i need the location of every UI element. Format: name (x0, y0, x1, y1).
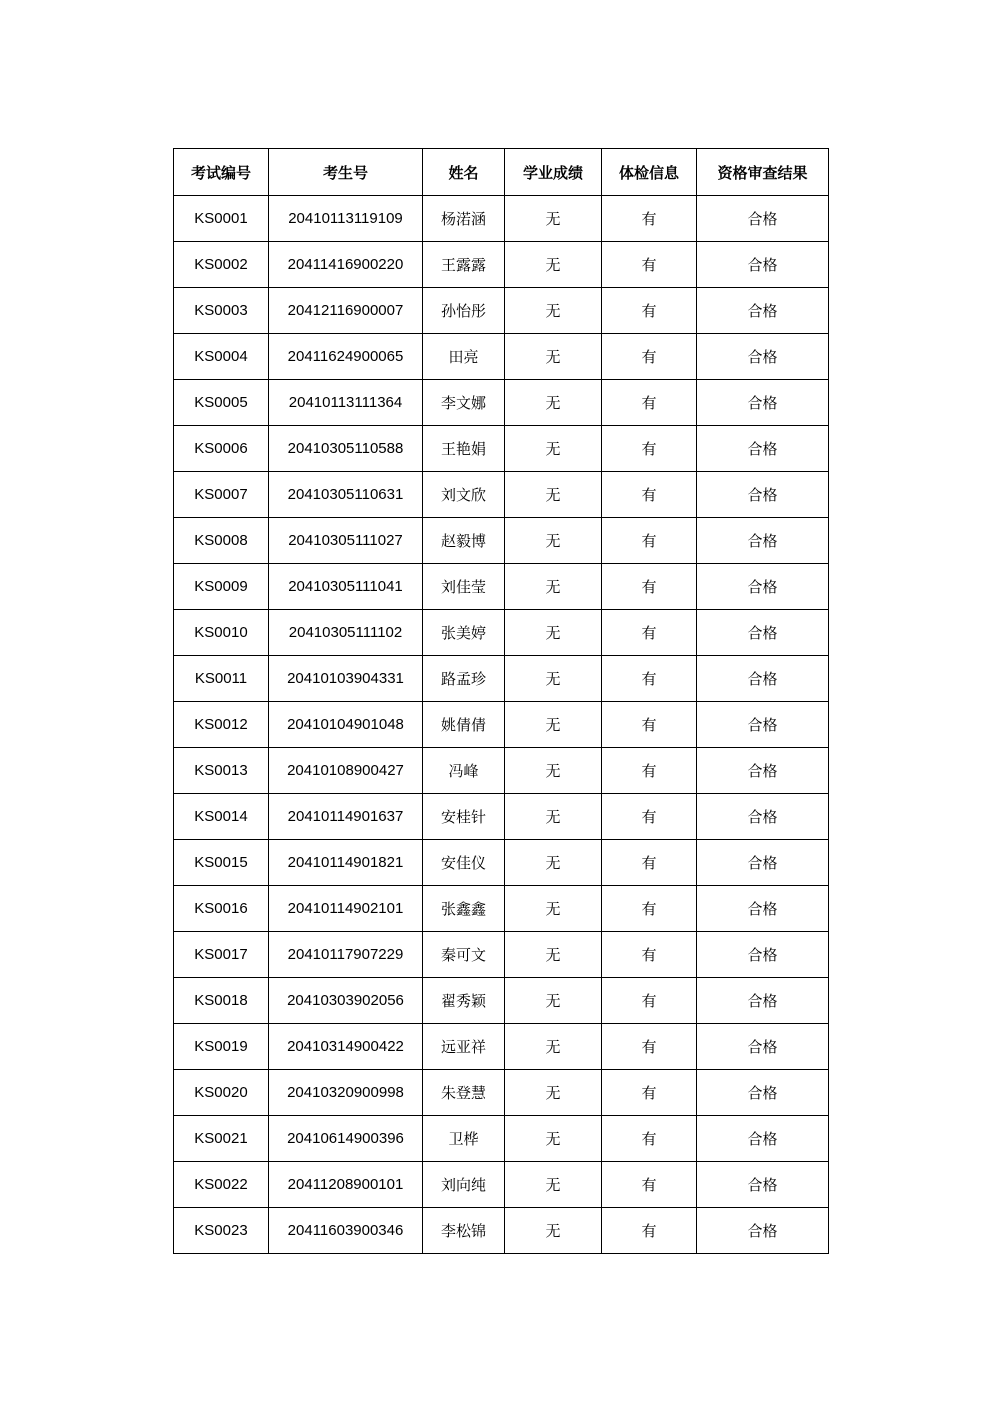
cell-academic-score: 无 (505, 380, 602, 426)
cell-academic-score: 无 (505, 702, 602, 748)
cell-medical-info: 有 (602, 472, 697, 518)
table-row (174, 334, 829, 380)
cell-academic-score: 无 (505, 794, 602, 840)
cell-qualification-result: 合格 (697, 288, 829, 334)
cell-medical-info: 有 (602, 1070, 697, 1116)
table-body (174, 196, 829, 1254)
cell-exam-id: KS0010 (174, 610, 269, 656)
table-row (174, 886, 829, 932)
cell-academic-score: 无 (505, 564, 602, 610)
cell-exam-id: KS0023 (174, 1208, 269, 1254)
cell-medical-info: 有 (602, 426, 697, 472)
cell-name: 路孟珍 (423, 656, 505, 702)
cell-medical-info: 有 (602, 794, 697, 840)
table-row (174, 426, 829, 472)
cell-medical-info: 有 (602, 334, 697, 380)
cell-qualification-result: 合格 (697, 196, 829, 242)
cell-exam-id: KS0013 (174, 748, 269, 794)
cell-name: 李文娜 (423, 380, 505, 426)
table-row (174, 196, 829, 242)
cell-qualification-result: 合格 (697, 518, 829, 564)
cell-exam-id: KS0012 (174, 702, 269, 748)
table-row (174, 518, 829, 564)
cell-qualification-result: 合格 (697, 564, 829, 610)
cell-academic-score: 无 (505, 1024, 602, 1070)
cell-candidate-number: 20410305110631 (269, 472, 423, 518)
cell-qualification-result: 合格 (697, 886, 829, 932)
cell-name: 王艳娟 (423, 426, 505, 472)
cell-exam-id: KS0018 (174, 978, 269, 1024)
cell-exam-id: KS0021 (174, 1116, 269, 1162)
cell-qualification-result: 合格 (697, 334, 829, 380)
cell-medical-info: 有 (602, 748, 697, 794)
cell-academic-score: 无 (505, 1162, 602, 1208)
cell-name: 张美婷 (423, 610, 505, 656)
table-row (174, 1208, 829, 1254)
cell-medical-info: 有 (602, 932, 697, 978)
cell-qualification-result: 合格 (697, 748, 829, 794)
cell-candidate-number: 20410303902056 (269, 978, 423, 1024)
cell-name: 姚倩倩 (423, 702, 505, 748)
cell-exam-id: KS0016 (174, 886, 269, 932)
table-row (174, 794, 829, 840)
cell-medical-info: 有 (602, 1116, 697, 1162)
cell-name: 朱登慧 (423, 1070, 505, 1116)
table-row (174, 978, 829, 1024)
cell-candidate-number: 20410305111041 (269, 564, 423, 610)
header-academic-score: 学业成绩 (505, 149, 602, 196)
cell-exam-id: KS0003 (174, 288, 269, 334)
header-qualification-result: 资格审查结果 (697, 149, 829, 196)
cell-name: 冯峰 (423, 748, 505, 794)
cell-name: 赵毅博 (423, 518, 505, 564)
qualification-table (173, 148, 829, 1254)
cell-candidate-number: 20411624900065 (269, 334, 423, 380)
table-row (174, 1116, 829, 1162)
cell-academic-score: 无 (505, 840, 602, 886)
cell-candidate-number: 20412116900007 (269, 288, 423, 334)
cell-qualification-result: 合格 (697, 1070, 829, 1116)
cell-academic-score: 无 (505, 1116, 602, 1162)
table-row (174, 1024, 829, 1070)
cell-name: 刘向纯 (423, 1162, 505, 1208)
cell-name: 田亮 (423, 334, 505, 380)
header-candidate-number: 考生号 (269, 149, 423, 196)
cell-candidate-number: 20410108900427 (269, 748, 423, 794)
cell-candidate-number: 20410305111027 (269, 518, 423, 564)
cell-qualification-result: 合格 (697, 380, 829, 426)
cell-name: 翟秀颖 (423, 978, 505, 1024)
cell-exam-id: KS0011 (174, 656, 269, 702)
cell-academic-score: 无 (505, 886, 602, 932)
table-row (174, 472, 829, 518)
cell-name: 秦可文 (423, 932, 505, 978)
cell-academic-score: 无 (505, 978, 602, 1024)
cell-medical-info: 有 (602, 656, 697, 702)
cell-name: 张鑫鑫 (423, 886, 505, 932)
table-header (174, 149, 829, 196)
cell-name: 卫桦 (423, 1116, 505, 1162)
cell-medical-info: 有 (602, 1208, 697, 1254)
cell-candidate-number: 20410320900998 (269, 1070, 423, 1116)
table-row (174, 242, 829, 288)
cell-academic-score: 无 (505, 472, 602, 518)
table-row (174, 702, 829, 748)
cell-name: 远亚祥 (423, 1024, 505, 1070)
cell-exam-id: KS0002 (174, 242, 269, 288)
cell-academic-score: 无 (505, 932, 602, 978)
cell-medical-info: 有 (602, 1162, 697, 1208)
cell-name: 安佳仪 (423, 840, 505, 886)
cell-qualification-result: 合格 (697, 932, 829, 978)
cell-medical-info: 有 (602, 978, 697, 1024)
cell-exam-id: KS0020 (174, 1070, 269, 1116)
cell-medical-info: 有 (602, 380, 697, 426)
header-row (174, 149, 829, 196)
cell-candidate-number: 20410114902101 (269, 886, 423, 932)
table-row (174, 1070, 829, 1116)
cell-academic-score: 无 (505, 288, 602, 334)
cell-exam-id: KS0015 (174, 840, 269, 886)
cell-qualification-result: 合格 (697, 656, 829, 702)
cell-medical-info: 有 (602, 288, 697, 334)
cell-exam-id: KS0004 (174, 334, 269, 380)
table-row (174, 610, 829, 656)
cell-name: 刘文欣 (423, 472, 505, 518)
cell-exam-id: KS0008 (174, 518, 269, 564)
cell-exam-id: KS0005 (174, 380, 269, 426)
cell-medical-info: 有 (602, 196, 697, 242)
header-name: 姓名 (423, 149, 505, 196)
cell-exam-id: KS0009 (174, 564, 269, 610)
cell-medical-info: 有 (602, 702, 697, 748)
cell-qualification-result: 合格 (697, 1116, 829, 1162)
cell-academic-score: 无 (505, 426, 602, 472)
cell-candidate-number: 20410104901048 (269, 702, 423, 748)
cell-candidate-number: 20410305110588 (269, 426, 423, 472)
cell-academic-score: 无 (505, 334, 602, 380)
table-row (174, 288, 829, 334)
cell-qualification-result: 合格 (697, 1024, 829, 1070)
cell-academic-score: 无 (505, 1208, 602, 1254)
cell-qualification-result: 合格 (697, 1208, 829, 1254)
cell-medical-info: 有 (602, 518, 697, 564)
cell-academic-score: 无 (505, 656, 602, 702)
cell-academic-score: 无 (505, 1070, 602, 1116)
cell-candidate-number: 20410113119109 (269, 196, 423, 242)
cell-candidate-number: 20411416900220 (269, 242, 423, 288)
cell-candidate-number: 20410114901821 (269, 840, 423, 886)
cell-academic-score: 无 (505, 242, 602, 288)
cell-academic-score: 无 (505, 196, 602, 242)
cell-exam-id: KS0022 (174, 1162, 269, 1208)
table-row (174, 564, 829, 610)
cell-name: 李松锦 (423, 1208, 505, 1254)
table-row (174, 656, 829, 702)
cell-medical-info: 有 (602, 1024, 697, 1070)
cell-name: 安桂针 (423, 794, 505, 840)
cell-exam-id: KS0001 (174, 196, 269, 242)
cell-exam-id: KS0019 (174, 1024, 269, 1070)
cell-academic-score: 无 (505, 518, 602, 564)
cell-exam-id: KS0006 (174, 426, 269, 472)
cell-exam-id: KS0017 (174, 932, 269, 978)
cell-qualification-result: 合格 (697, 840, 829, 886)
cell-candidate-number: 20410305111102 (269, 610, 423, 656)
table-row (174, 932, 829, 978)
header-medical-info: 体检信息 (602, 149, 697, 196)
cell-name: 杨渃涵 (423, 196, 505, 242)
cell-name: 孙怡彤 (423, 288, 505, 334)
cell-exam-id: KS0014 (174, 794, 269, 840)
cell-exam-id: KS0007 (174, 472, 269, 518)
cell-candidate-number: 20411603900346 (269, 1208, 423, 1254)
table-row (174, 840, 829, 886)
cell-name: 刘佳莹 (423, 564, 505, 610)
table-row (174, 748, 829, 794)
cell-name: 王露露 (423, 242, 505, 288)
cell-academic-score: 无 (505, 748, 602, 794)
cell-medical-info: 有 (602, 840, 697, 886)
cell-candidate-number: 20410614900396 (269, 1116, 423, 1162)
cell-academic-score: 无 (505, 610, 602, 656)
cell-qualification-result: 合格 (697, 610, 829, 656)
cell-candidate-number: 20410117907229 (269, 932, 423, 978)
cell-candidate-number: 20410113111364 (269, 380, 423, 426)
cell-qualification-result: 合格 (697, 472, 829, 518)
cell-qualification-result: 合格 (697, 702, 829, 748)
cell-qualification-result: 合格 (697, 978, 829, 1024)
cell-medical-info: 有 (602, 564, 697, 610)
table-row (174, 1162, 829, 1208)
cell-medical-info: 有 (602, 886, 697, 932)
cell-medical-info: 有 (602, 242, 697, 288)
header-exam-id: 考试编号 (174, 149, 269, 196)
table-row (174, 380, 829, 426)
cell-qualification-result: 合格 (697, 426, 829, 472)
cell-candidate-number: 20410114901637 (269, 794, 423, 840)
cell-candidate-number: 20411208900101 (269, 1162, 423, 1208)
cell-medical-info: 有 (602, 610, 697, 656)
cell-candidate-number: 20410314900422 (269, 1024, 423, 1070)
cell-qualification-result: 合格 (697, 1162, 829, 1208)
cell-qualification-result: 合格 (697, 794, 829, 840)
cell-qualification-result: 合格 (697, 242, 829, 288)
cell-candidate-number: 20410103904331 (269, 656, 423, 702)
